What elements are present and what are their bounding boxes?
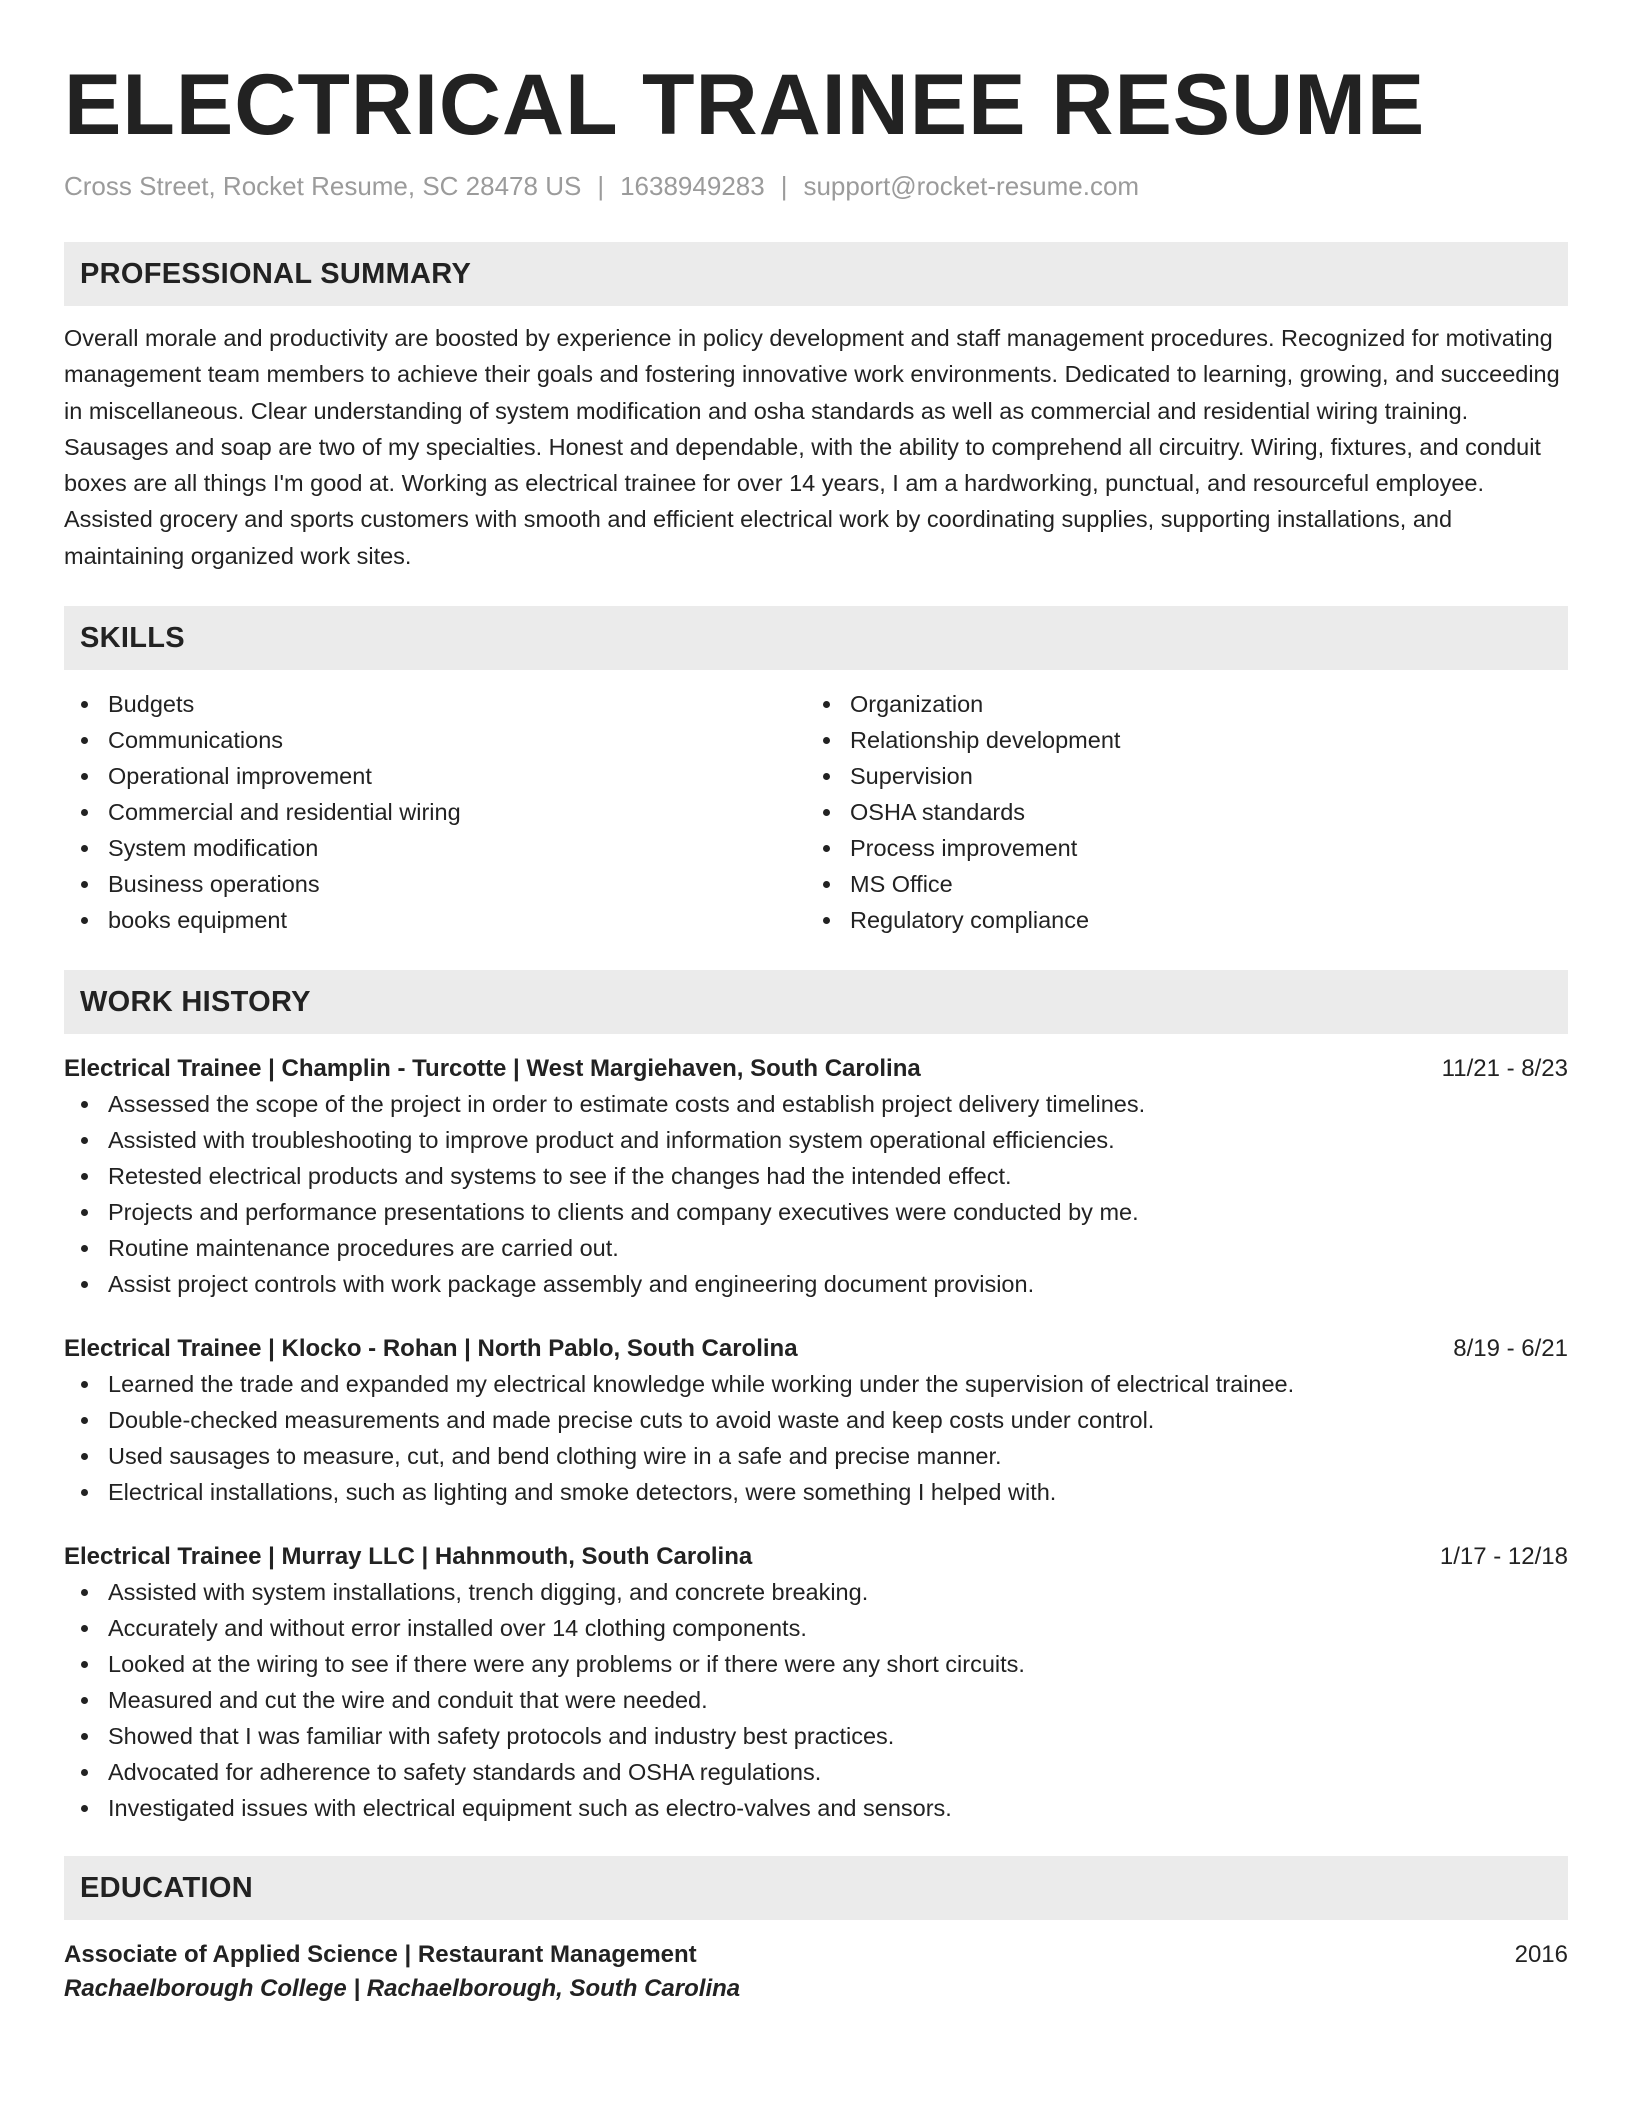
skill-item: Communications	[64, 722, 806, 758]
skill-item: MS Office	[806, 866, 1548, 902]
contact-phone: 1638949283	[620, 171, 765, 201]
job-title: Electrical Trainee | Champlin - Turcotte | West Margiehaven, South Carolina	[64, 1055, 921, 1083]
skill-item: Regulatory compliance	[806, 902, 1548, 938]
job-bullet: Learned the trade and expanded my electrical knowledge while working under the supervision of electrical trainee.	[64, 1366, 1568, 1402]
education-heading: EDUCATION	[64, 1856, 1568, 1920]
education-year: 2016	[1514, 1941, 1568, 1969]
skills-column-left	[64, 686, 806, 938]
skill-item: Operational improvement	[64, 758, 806, 794]
skills-list	[64, 686, 1568, 938]
skill-item: Budgets	[64, 686, 806, 722]
skill-item: Supervision	[806, 758, 1548, 794]
contact-line	[64, 169, 1568, 203]
job-bullet: Measured and cut the wire and conduit that were needed.	[64, 1682, 1568, 1718]
job-bullet: Looked at the wiring to see if there were any problems or if there were any short circuits.	[64, 1646, 1568, 1682]
skill-item: Process improvement	[806, 830, 1548, 866]
job-entry	[64, 1540, 1568, 1826]
summary-text: Overall morale and productivity are boosted by experience in policy development and staff management procedures. Recognized for motivating management team members to achieve their goals and fostering innovative work environments. Dedicated to learning, growing, and succeeding in miscellaneous. Clear understanding of system modification and osha standards as well as commercial and residential wiring training. Sausages and soap are two of my specialties. Honest and dependable, with the ability to comprehend all circuitry. Wiring, fixtures, and conduit boxes are all things I'm good at. Working as electrical trainee for over 14 years, I am a hardworking, punctual, and resourceful employee. Assisted grocery and sports customers with smooth and efficient electrical work by coordinating supplies, supporting installations, and maintaining organized work sites.	[64, 325, 1560, 569]
job-bullet: Advocated for adherence to safety standards and OSHA regulations.	[64, 1754, 1568, 1790]
contact-email[interactable]: support@rocket-resume.com	[803, 171, 1140, 201]
job-bullet: Assist project controls with work package assembly and engineering document provision.	[64, 1266, 1568, 1302]
job-header	[64, 1332, 1568, 1366]
skills-right-list	[806, 686, 1548, 938]
skill-item: Commercial and residential wiring	[64, 794, 806, 830]
job-dates: 1/17 - 12/18	[1439, 1543, 1568, 1571]
job-bullets	[64, 1086, 1568, 1302]
education-entry	[64, 1938, 1568, 2006]
education-school: Rachaelborough College | Rachaelborough, South Carolina	[64, 1975, 741, 2003]
job-title: Electrical Trainee | Klocko - Rohan | North Pablo, South Carolina	[64, 1335, 798, 1363]
job-dates: 8/19 - 6/21	[1453, 1335, 1568, 1363]
work-history-heading: WORK HISTORY	[64, 970, 1568, 1034]
skills-left-list	[64, 686, 806, 938]
job-header	[64, 1540, 1568, 1574]
summary-heading: PROFESSIONAL SUMMARY	[64, 242, 1568, 306]
skills-column-right	[806, 686, 1548, 938]
job-bullet: Assisted with troubleshooting to improve product and information system operational efficiencies.	[64, 1122, 1568, 1158]
job-bullet: Investigated issues with electrical equipment such as electro-valves and sensors.	[64, 1790, 1568, 1826]
job-entry	[64, 1332, 1568, 1510]
job-title: Electrical Trainee | Murray LLC | Hahnmouth, South Carolina	[64, 1543, 753, 1571]
job-entry	[64, 1052, 1568, 1302]
job-bullet: Showed that I was familiar with safety protocols and industry best practices.	[64, 1718, 1568, 1754]
job-dates: 11/21 - 8/23	[1441, 1055, 1568, 1083]
skill-item: OSHA standards	[806, 794, 1548, 830]
skill-item: books equipment	[64, 902, 806, 938]
education-degree: Associate of Applied Science | Restaurant Management	[64, 1941, 697, 1969]
resume-title: ELECTRICAL TRAINEE RESUME	[64, 57, 1426, 153]
contact-address: Cross Street, Rocket Resume, SC 28478 US	[64, 171, 582, 201]
skills-heading: SKILLS	[64, 606, 1568, 670]
skill-item: Relationship development	[806, 722, 1548, 758]
job-bullet: Used sausages to measure, cut, and bend clothing wire in a safe and precise manner.	[64, 1438, 1568, 1474]
job-bullet: Assisted with system installations, trench digging, and concrete breaking.	[64, 1574, 1568, 1610]
job-bullet: Routine maintenance procedures are carried out.	[64, 1230, 1568, 1266]
job-bullet: Double-checked measurements and made precise cuts to avoid waste and keep costs under control.	[64, 1402, 1568, 1438]
job-bullet: Accurately and without error installed over 14 clothing components.	[64, 1610, 1568, 1646]
job-bullet: Assessed the scope of the project in order to estimate costs and establish project delivery timelines.	[64, 1086, 1568, 1122]
job-bullets	[64, 1366, 1568, 1510]
job-bullet: Retested electrical products and systems to see if the changes had the intended effect.	[64, 1158, 1568, 1194]
job-bullets	[64, 1574, 1568, 1826]
skill-item: System modification	[64, 830, 806, 866]
education-header	[64, 1938, 1568, 1972]
skill-item: Organization	[806, 686, 1548, 722]
skill-item: Business operations	[64, 866, 806, 902]
contact-separator: |	[780, 171, 788, 201]
contact-separator: |	[597, 171, 605, 201]
job-bullet: Projects and performance presentations to clients and company executives were conducted by me.	[64, 1194, 1568, 1230]
job-bullet: Electrical installations, such as lighting and smoke detectors, were something I helped with.	[64, 1474, 1568, 1510]
job-header	[64, 1052, 1568, 1086]
